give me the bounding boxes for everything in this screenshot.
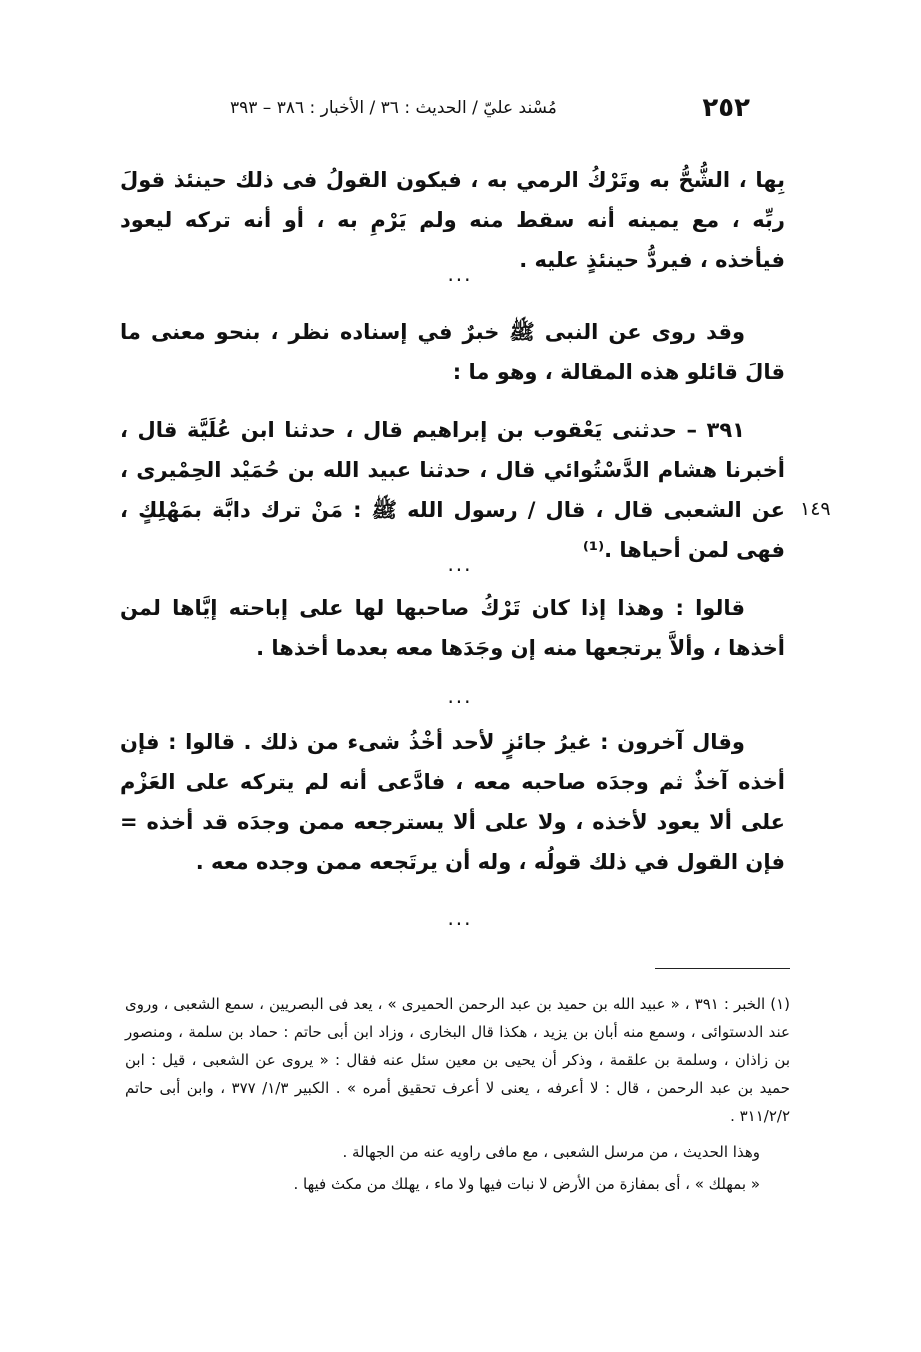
margin-page-reference: ١٤٩ — [800, 498, 831, 520]
paragraph-4: قالوا : وهذا إذا كان تَرْكُ صاحبها لها على إباحته إيَّاها لمن أخذها ، وألاَّ يرتجعها منه إن وجَدَها معه بعدما أخذها . — [120, 596, 785, 660]
section-separator: ... — [447, 262, 473, 286]
paragraph-1: بِها ، الشُّحُّ به وتَرْكُ الرمي به ، فيكون القولُ فى ذلك حينئذ قولَ ربِّه ، مع يمينه أنه سقط منه ولم يَرْمِ به ، أو أنه تركه ليعود فيأخذه ، فيردُّ حينئذٍ عليه . — [120, 168, 785, 272]
footnotes — [125, 990, 790, 1198]
footnote-divider — [655, 968, 790, 969]
section-separator: ... — [447, 906, 473, 930]
running-head: مُسْند عليّ / الحديث : ٣٦ / الأخبار : ٣٨٦ – ٣٩٣ — [230, 98, 557, 118]
page-number: ٢٥٢ — [702, 93, 750, 123]
section-separator: ... — [447, 552, 473, 576]
paragraph-2: وقد روى عن النبى ﷺ خبرٌ في إسناده نظر ، بنحو معنى ما قالَ قائلو هذه المقالة ، وهو ما : — [120, 320, 785, 384]
page-header — [230, 88, 750, 128]
hadith-391: ٣٩١ – حدثنى يَعْقوب بن إبراهيم قال ، حدثنا ابن عُلَيَّة قال ، أخبرنا هشام الدَّسْتُوائي قال ، حدثنا عبيد الله بن حُمَيْد الحِمْيرى ، عن الشعبى قال ، قال / رسول الله ﷺ : مَنْ ترك دابَّة بمَهْلِكٍ ، فهى لمن أحياها .⁽¹⁾ — [120, 418, 785, 562]
paragraph-5: وقال آخرون : غيرُ جائزٍ لأحد أخْذُ شىء من ذلك . قالوا : فإن أخذه آخذٌ ثم وجدَه صاحبه معه ، فادَّعى أنه لم يتركه على العَزْم على ألا يعود لأخذه ، ولا على ألا يسترجعه ممن وجدَه قد أخذه = فإن القول في ذلك قولُه ، وله أن يرتَجعه ممن وجده معه . — [120, 730, 785, 874]
footnote-1: (١) الخبر : ٣٩١ ، « عبيد الله بن حميد بن عبد الرحمن الحميرى » ، يعد فى البصريين ، سمع الشعبى ، وروى عند الدستوائى ، وسمع منه أبان بن يزيد ، هكذا قال البخارى ، وزاد ابن أبى حاتم : حماد بن سلمة ، ومنصور بن زاذان ، وسلمة بن علقمة ، وذكر أن يحيى بن معين سئل عنه فقال : « يروى عن الشعبى ، قيل : ابن حميد بن عبد الرحمن ، قال : لا أعرفه ، يعنى لا أعرف تحقيق أمره » . الكبير ١/٣/ ٣٧٧ ، وابن أبى حاتم ٣١١/٢/٢ . — [125, 995, 790, 1125]
section-separator: ... — [447, 684, 473, 708]
footnote-comment: وهذا الحديث ، من مرسل الشعبى ، مع مافى راويه عنه من الجهالة . — [342, 1143, 760, 1161]
footnote-gloss: « بمهلك » ، أى بمفازة من الأرض لا نبات فيها ولا ماء ، يهلك من مكث فيها . — [293, 1175, 760, 1193]
